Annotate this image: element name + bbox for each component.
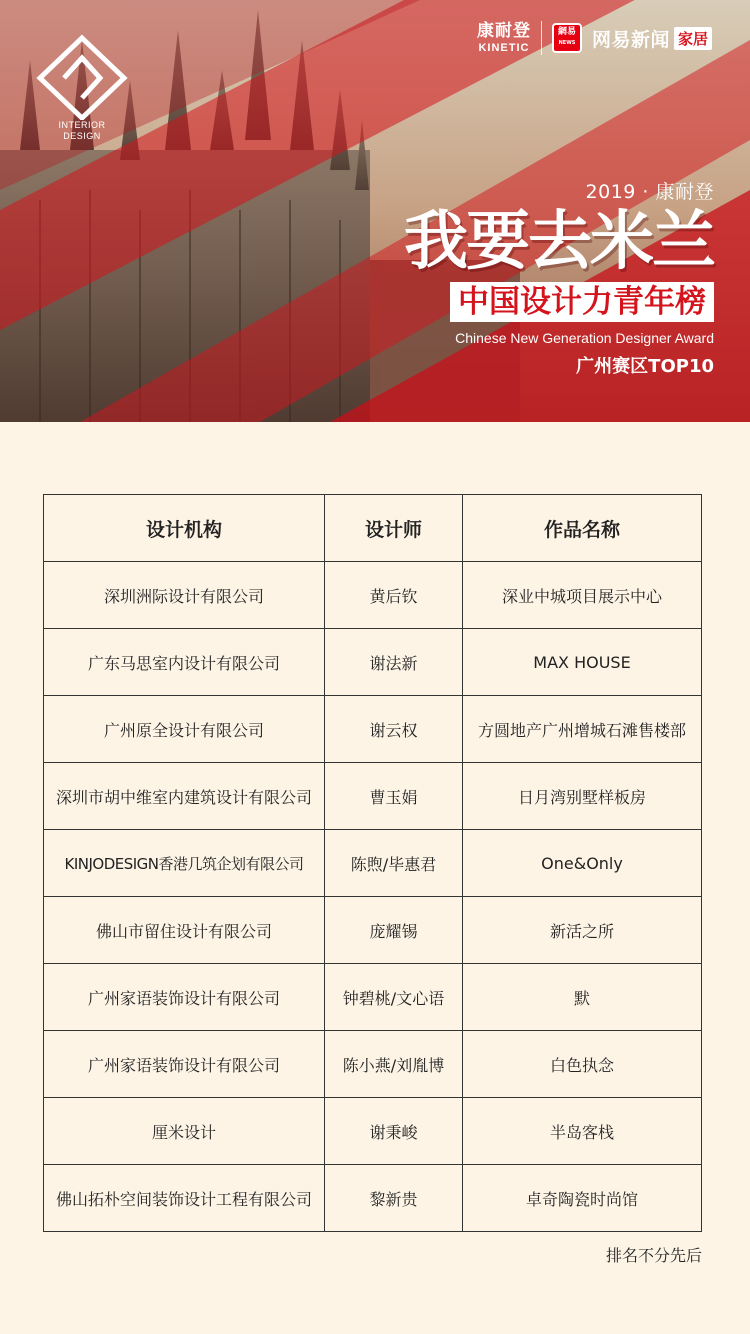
cell-work: 方圆地产广州增城石滩售楼部	[463, 696, 702, 763]
header-banner	[0, 0, 750, 422]
ranking-table	[43, 494, 702, 1232]
cell-designer: 陈小燕/刘胤博	[325, 1031, 463, 1098]
kinetic-brand	[476, 20, 531, 54]
ranking-footnote: 排名不分先后	[605, 1246, 702, 1265]
cell-designer: 钟碧桃/文心语	[325, 964, 463, 1031]
cell-designer: 谢秉峻	[325, 1098, 463, 1165]
ranking-table-wrap	[43, 494, 701, 1232]
cell-institution: 广东马思室内设计有限公司	[44, 629, 325, 696]
netease-logo-icon	[552, 23, 582, 53]
table-header-row	[44, 495, 702, 562]
netease-tag: 家居	[674, 27, 712, 50]
cell-work: MAX HOUSE	[463, 629, 702, 696]
cell-work: 深业中城项目展示中心	[463, 562, 702, 629]
cell-designer: 黄后钦	[325, 562, 463, 629]
brand-divider	[541, 21, 542, 55]
cell-institution: 广州家语装饰设计有限公司	[44, 1031, 325, 1098]
logo-text-line2: DESIGN	[63, 131, 101, 141]
cell-work: 默	[463, 964, 702, 1031]
table-row	[44, 562, 702, 629]
cell-institution: 广州家语装饰设计有限公司	[44, 964, 325, 1031]
header-designer: 设计师	[325, 495, 463, 562]
main-title: 我要去米兰	[404, 205, 714, 279]
header-institution: 设计机构	[44, 495, 325, 562]
table-row	[44, 763, 702, 830]
header-work: 作品名称	[463, 495, 702, 562]
cell-work: 卓奇陶瓷时尚馆	[463, 1165, 702, 1232]
cell-institution: 深圳洲际设计有限公司	[44, 562, 325, 629]
table-row	[44, 1098, 702, 1165]
table-row	[44, 964, 702, 1031]
netease-badge-text: 網易	[557, 27, 576, 37]
kinetic-brand-en: KINETIC	[478, 41, 530, 54]
kinetic-brand-cn: 康耐登	[476, 20, 531, 41]
cell-institution: 佛山拓朴空间装饰设计工程有限公司	[44, 1165, 325, 1232]
interior-design-logo	[36, 34, 128, 144]
cell-work: 半岛客栈	[463, 1098, 702, 1165]
cell-designer: 黎新贵	[325, 1165, 463, 1232]
table-row	[44, 830, 702, 897]
cell-designer: 陈煦/毕惠君	[325, 830, 463, 897]
table-row	[44, 897, 702, 964]
cell-designer: 庞耀锡	[325, 897, 463, 964]
region-title: 广州赛区TOP10	[576, 356, 714, 377]
table-row	[44, 629, 702, 696]
banner-titles	[404, 180, 714, 380]
cell-designer: 谢云权	[325, 696, 463, 763]
interior-design-logo-icon	[36, 34, 128, 120]
table-row	[44, 1165, 702, 1232]
english-title: Chinese New Generation Designer Award	[455, 330, 714, 346]
cell-work: 白色执念	[463, 1031, 702, 1098]
cell-institution: 佛山市留住设计有限公司	[44, 897, 325, 964]
sub-title: 中国设计力青年榜	[450, 282, 714, 322]
cell-institution: 广州原全设计有限公司	[44, 696, 325, 763]
cell-institution: 厘米设计	[44, 1098, 325, 1165]
cell-work: 新活之所	[463, 897, 702, 964]
netease-name: 网易新闻	[591, 28, 670, 51]
sponsor-brands	[477, 18, 712, 58]
table-row	[44, 1031, 702, 1098]
cell-designer: 谢法新	[325, 629, 463, 696]
cell-designer: 曹玉娟	[325, 763, 463, 830]
netease-badge-sub: NEWS	[558, 40, 576, 46]
cell-work: One&Only	[463, 830, 702, 897]
year-line: 2019 · 康耐登	[585, 181, 714, 203]
table-row	[44, 696, 702, 763]
cell-institution: 深圳市胡中维室内建筑设计有限公司	[44, 763, 325, 830]
cell-work: 日月湾别墅样板房	[463, 763, 702, 830]
logo-text-line1: INTERIOR	[58, 120, 106, 130]
cell-institution: KINJODESIGN香港几筑企划有限公司	[44, 830, 325, 897]
